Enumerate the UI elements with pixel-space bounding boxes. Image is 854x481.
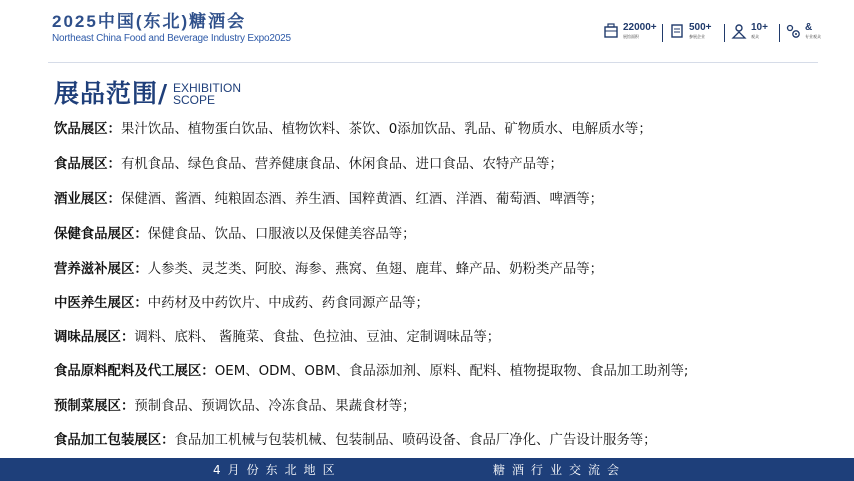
zone-label: 营养滋补展区： [54, 262, 148, 277]
stat-value: 10+ [751, 22, 768, 33]
header [0, 0, 854, 62]
footer-right-text: 糖酒行业交流会 [493, 463, 627, 477]
buyer-icon [785, 23, 801, 39]
zone-items: 人参类、灵芝类、阿胶、海参、燕窝、鱼翅、鹿茸、蜂产品、奶粉类产品等； [147, 262, 604, 277]
zone-items: 调料、底料、 酱腌菜、食盐、色拉油、豆油、定制调味品等； [134, 330, 501, 345]
zone-items: 有机食品、绿色食品、营养健康食品、休闲食品、进口食品、农特产品等； [120, 157, 563, 172]
zone-items: 预制食品、预调饮品、冷冻食品、果蔬食材等； [134, 399, 416, 414]
zone-row [54, 329, 500, 347]
section-title-en-line2: SCOPE [173, 93, 216, 107]
zone-label: 保健食品展区： [54, 227, 148, 242]
zone-row [54, 226, 416, 244]
zone-row [54, 363, 688, 381]
zone-label: 食品展区： [54, 157, 121, 172]
exhibitor-icon [669, 23, 685, 39]
zone-items: 果汁饮品、植物蛋白饮品、植物饮料、茶饮、0添加饮品、乳品、矿物质水、电解质水等； [120, 122, 652, 137]
stat-visitors [731, 20, 775, 46]
visitor-icon [731, 23, 747, 39]
footer-left-text: 4月份东北地区 [213, 463, 342, 477]
zone-items: 中药材及中药饮片、中成药、药食同源产品等； [147, 296, 429, 311]
section-title-en [173, 82, 241, 106]
zone-label: 饮品展区： [54, 122, 121, 137]
brand [52, 12, 291, 45]
stat-exhibitors [669, 20, 719, 46]
zone-label: 食品加工包装展区： [54, 433, 175, 448]
section-title-en-line1: EXHIBITION [173, 81, 242, 95]
stat-value: 500+ [689, 22, 712, 33]
zone-items: 保健酒、酱酒、纯粮固态酒、养生酒、国粹黄酒、红酒、洋酒、葡萄酒、啤酒等； [120, 192, 604, 207]
stat-caption: 展馆面积 [623, 34, 639, 39]
zone-label: 中医养生展区： [54, 296, 148, 311]
section-title: 展品范围/ [54, 79, 169, 108]
header-divider [48, 62, 818, 63]
stat-divider [662, 24, 663, 42]
stat-caption: 专业观众 [805, 34, 821, 39]
zone-items: 食品加工机械与包装机械、包装制品、喷码设备、食品厂净化、广告设计服务等； [174, 433, 657, 448]
zone-row [54, 261, 603, 279]
zone-row [54, 121, 652, 139]
zone-row [54, 432, 657, 450]
stat-venue [603, 20, 659, 46]
zone-row [54, 398, 416, 416]
expo-title: 2025中国(东北)糖酒会 [52, 12, 247, 31]
zone-label: 食品原料配料及代工展区： [54, 364, 215, 379]
stats-bar [603, 20, 823, 46]
zone-row [54, 295, 429, 313]
stat-value: 22000+ [623, 22, 657, 33]
zone-row [54, 191, 603, 209]
zone-items: 保健食品、饮品、口服液以及保健美容品等； [147, 227, 416, 242]
zone-label: 调味品展区： [54, 330, 135, 345]
zone-items: OEM、ODM、OBM、食品添加剂、原料、配料、植物提取物、食品加工助剂等; [214, 364, 689, 379]
stat-divider [779, 24, 780, 42]
venue-icon [603, 23, 619, 39]
stat-value: & [805, 22, 813, 33]
zone-label: 预制菜展区： [54, 399, 135, 414]
stat-buyers [785, 20, 823, 46]
zone-row [54, 156, 563, 174]
stat-caption: 参展企业 [689, 34, 705, 39]
stat-caption: 观众 [751, 34, 759, 39]
zone-label: 酒业展区： [54, 192, 121, 207]
stat-divider [724, 24, 725, 42]
footer-banner [0, 458, 854, 481]
expo-subtitle: Northeast China Food and Beverage Industry Expo2025 [52, 33, 291, 44]
